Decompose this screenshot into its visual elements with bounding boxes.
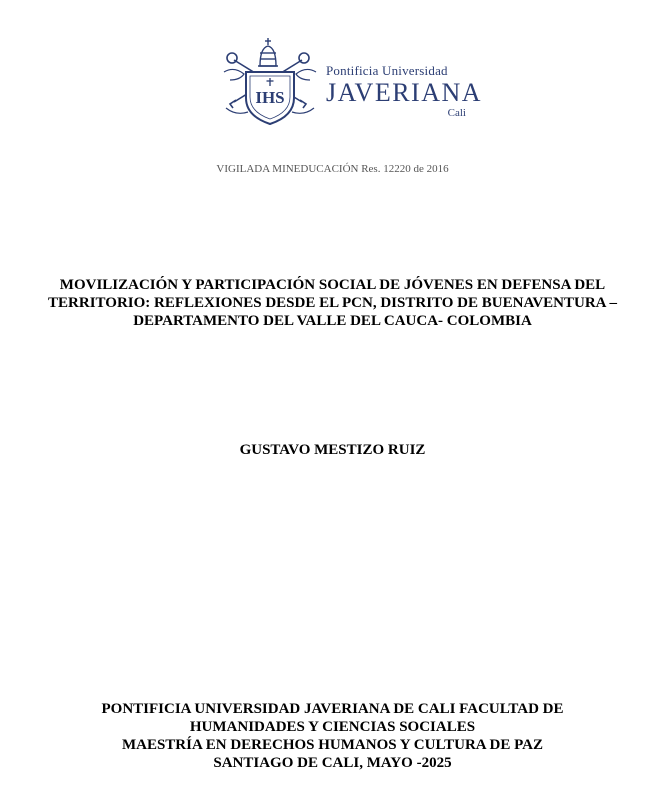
crest-icon xyxy=(220,36,320,132)
logo-line-javeriana: JAVERIANA xyxy=(326,78,483,107)
logo-line-cali: Cali xyxy=(447,107,466,119)
program-line: MAESTRÍA EN DERECHOS HUMANOS Y CULTURA DE PAZ xyxy=(121,737,544,753)
title-line: MOVILIZACIÓN Y PARTICIPACIÓN SOCIAL DE JÓVENES EN DEFENSA DEL xyxy=(59,277,606,293)
logo-line-pontificia: Pontificia Universidad xyxy=(326,63,448,78)
logo-wordmark xyxy=(326,63,483,119)
institution-line: PONTIFICIA UNIVERSIDAD JAVERIANA DE CALI FACULTAD DE xyxy=(101,701,564,717)
institution-block xyxy=(20,700,645,772)
author-name: GUSTAVO MESTIZO RUIZ xyxy=(239,442,426,458)
thesis-title xyxy=(20,276,645,330)
title-line: TERRITORIO: REFLEXIONES DESDE EL PCN, DISTRITO DE BUENAVENTURA – xyxy=(48,295,617,311)
title-line: DEPARTAMENTO DEL VALLE DEL CAUCA- COLOMBIA xyxy=(133,313,532,329)
accreditation-note: VIGILADA MINEDUCACIÓN Res. 12220 de 2016 xyxy=(216,163,449,175)
institution-line: HUMANIDADES Y CIENCIAS SOCIALES xyxy=(189,719,476,735)
university-logo xyxy=(220,36,483,132)
place-date-line: SANTIAGO DE CALI, MAYO -2025 xyxy=(213,755,452,771)
crest-letters: IHS xyxy=(255,88,285,107)
